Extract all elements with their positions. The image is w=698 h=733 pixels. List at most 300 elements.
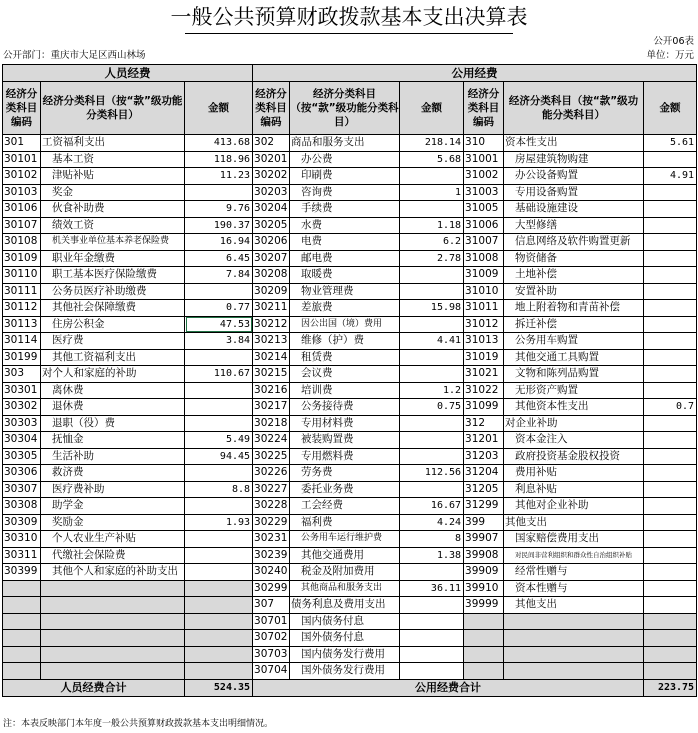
cell-code[interactable]: 30111 [3, 283, 41, 300]
cell-name[interactable]: 债务利息及费用支出 [290, 597, 400, 614]
cell-amount[interactable]: 15.98 [400, 300, 464, 317]
cell-name[interactable]: 水费 [290, 217, 400, 234]
cell-name[interactable]: 助学金 [41, 498, 185, 515]
cell-code[interactable]: 30110 [3, 267, 41, 284]
cell-name[interactable]: 资本性支出 [504, 135, 644, 152]
cell-name[interactable]: 其他商品和服务支出 [290, 580, 400, 597]
cell-code[interactable]: 30204 [253, 201, 290, 218]
cell-amount[interactable] [644, 184, 697, 201]
cell-name[interactable]: 税金及附加费用 [290, 564, 400, 581]
cell-code[interactable]: 30299 [253, 580, 290, 597]
cell-code[interactable]: 30212 [253, 316, 290, 333]
cell-name[interactable]: 其他对企业补助 [504, 498, 644, 515]
cell-code[interactable]: 30399 [3, 564, 41, 581]
cell-amount[interactable] [185, 382, 253, 399]
cell-amount[interactable] [400, 316, 464, 333]
cell-name[interactable]: 退职（役）费 [41, 415, 185, 432]
cell-amount[interactable] [400, 432, 464, 449]
cell-code[interactable]: 39910 [464, 580, 504, 597]
cell-name[interactable]: 被装购置费 [290, 432, 400, 449]
empty-cell[interactable] [41, 597, 185, 614]
cell-amount[interactable] [185, 547, 253, 564]
cell-name[interactable]: 其他交通费用 [290, 547, 400, 564]
cell-name[interactable]: 医疗费 [41, 333, 185, 350]
cell-amount[interactable] [644, 531, 697, 548]
cell-name[interactable]: 劳务费 [290, 465, 400, 482]
cell-amount[interactable]: 3.84 [185, 333, 253, 350]
cell-code[interactable]: 31021 [464, 366, 504, 383]
cell-name[interactable]: 国外债务付息 [290, 630, 400, 647]
public-total-amount[interactable]: 223.75 [644, 679, 697, 696]
cell-amount[interactable]: 1.93 [185, 514, 253, 531]
cell-code[interactable]: 31007 [464, 234, 504, 251]
cell-code[interactable]: 30224 [253, 432, 290, 449]
cell-name[interactable]: 其他工资福利支出 [41, 349, 185, 366]
cell-amount[interactable]: 1.38 [400, 547, 464, 564]
cell-name[interactable]: 个人农业生产补贴 [41, 531, 185, 548]
empty-cell[interactable] [644, 646, 697, 663]
cell-name[interactable]: 邮电费 [290, 250, 400, 267]
cell-code[interactable]: 310 [464, 135, 504, 152]
empty-cell[interactable] [464, 663, 504, 680]
empty-cell[interactable] [504, 613, 644, 630]
cell-name[interactable]: 物业管理费 [290, 283, 400, 300]
cell-name[interactable]: 其他资本性支出 [504, 399, 644, 416]
cell-name[interactable]: 公务员医疗补助缴费 [41, 283, 185, 300]
cell-amount[interactable] [400, 597, 464, 614]
cell-amount[interactable]: 2.78 [400, 250, 464, 267]
cell-code[interactable]: 39909 [464, 564, 504, 581]
cell-name[interactable]: 费用补贴 [504, 465, 644, 482]
cell-name[interactable]: 国内债务发行费用 [290, 646, 400, 663]
cell-code[interactable]: 30199 [3, 349, 41, 366]
cell-amount[interactable] [644, 366, 697, 383]
cell-name[interactable]: 会议费 [290, 366, 400, 383]
cell-code[interactable]: 30229 [253, 514, 290, 531]
cell-code[interactable]: 30307 [3, 481, 41, 498]
cell-amount[interactable] [400, 349, 464, 366]
cell-amount[interactable] [644, 217, 697, 234]
cell-code[interactable]: 30108 [3, 234, 41, 251]
cell-amount[interactable]: 413.68 [185, 135, 253, 152]
cell-name[interactable]: 奖励金 [41, 514, 185, 531]
cell-name[interactable]: 办公设备购置 [504, 168, 644, 185]
cell-amount[interactable] [400, 630, 464, 647]
cell-code[interactable]: 31203 [464, 448, 504, 465]
empty-cell[interactable] [41, 630, 185, 647]
cell-name[interactable]: 委托业务费 [290, 481, 400, 498]
empty-cell[interactable] [3, 580, 41, 597]
cell-code[interactable]: 30102 [3, 168, 41, 185]
table-row [3, 547, 697, 564]
cell-code[interactable]: 30211 [253, 300, 290, 317]
empty-cell[interactable] [644, 630, 697, 647]
cell-code[interactable]: 30306 [3, 465, 41, 482]
cell-amount[interactable] [400, 283, 464, 300]
cell-name[interactable]: 福利费 [290, 514, 400, 531]
cell-name[interactable]: 专用材料费 [290, 415, 400, 432]
cell-code[interactable]: 30228 [253, 498, 290, 515]
cell-code[interactable]: 30304 [3, 432, 41, 449]
cell-amount[interactable] [185, 564, 253, 581]
cell-code[interactable]: 31011 [464, 300, 504, 317]
cell-amount[interactable]: 118.96 [185, 151, 253, 168]
cell-name[interactable]: 其他社会保障缴费 [41, 300, 185, 317]
cell-name[interactable]: 生活补助 [41, 448, 185, 465]
cell-code[interactable]: 30231 [253, 531, 290, 548]
cell-name[interactable]: 印刷费 [290, 168, 400, 185]
cell-name[interactable]: 政府投资基金股权投资 [504, 448, 644, 465]
cell-name[interactable]: 公务用车运行维护费 [290, 531, 400, 548]
cell-code[interactable]: 31009 [464, 267, 504, 284]
cell-amount[interactable] [644, 267, 697, 284]
cell-name[interactable]: 拆迁补偿 [504, 316, 644, 333]
cell-amount[interactable] [185, 283, 253, 300]
personnel-total-amount[interactable]: 524.35 [185, 679, 253, 696]
cell-code[interactable]: 31019 [464, 349, 504, 366]
cell-code[interactable]: 31005 [464, 201, 504, 218]
empty-cell[interactable] [185, 630, 253, 647]
cell-code[interactable]: 307 [253, 597, 290, 614]
cell-amount[interactable] [644, 349, 697, 366]
cell-amount[interactable]: 36.11 [400, 580, 464, 597]
empty-cell[interactable] [3, 630, 41, 647]
cell-code[interactable]: 31013 [464, 333, 504, 350]
cell-code[interactable]: 30214 [253, 349, 290, 366]
cell-code[interactable]: 39999 [464, 597, 504, 614]
cell-name[interactable]: 维修（护）费 [290, 333, 400, 350]
cell-amount[interactable]: 94.45 [185, 448, 253, 465]
cell-name[interactable]: 工资福利支出 [41, 135, 185, 152]
cell-name[interactable]: 电费 [290, 234, 400, 251]
cell-name[interactable]: 经常性赠与 [504, 564, 644, 581]
cell-code[interactable]: 30101 [3, 151, 41, 168]
cell-amount[interactable]: 110.67 [185, 366, 253, 383]
cell-amount[interactable] [644, 415, 697, 432]
cell-name[interactable]: 房屋建筑物购建 [504, 151, 644, 168]
cell-name[interactable]: 差旅费 [290, 300, 400, 317]
cell-name[interactable]: 对民间非营利组织和群众性自治组织补贴 [504, 547, 644, 564]
cell-amount[interactable]: 1 [400, 184, 464, 201]
cell-amount[interactable]: 11.23 [185, 168, 253, 185]
cell-code[interactable]: 30213 [253, 333, 290, 350]
cell-amount[interactable] [644, 250, 697, 267]
cell-amount[interactable] [400, 448, 464, 465]
cell-code[interactable]: 30308 [3, 498, 41, 515]
cell-code[interactable]: 30226 [253, 465, 290, 482]
cell-name[interactable]: 公务接待费 [290, 399, 400, 416]
cell-amount[interactable] [644, 514, 697, 531]
cell-amount[interactable] [400, 201, 464, 218]
cell-name[interactable]: 其他个人和家庭的补助支出 [41, 564, 185, 581]
empty-cell[interactable] [185, 646, 253, 663]
cell-name[interactable]: 因公出国（境）费用 [290, 316, 400, 333]
cell-name[interactable]: 抚恤金 [41, 432, 185, 449]
cell-amount[interactable] [644, 465, 697, 482]
cell-name[interactable]: 专用设备购置 [504, 184, 644, 201]
cell-amount[interactable] [400, 564, 464, 581]
empty-cell[interactable] [185, 613, 253, 630]
empty-cell[interactable] [3, 597, 41, 614]
empty-cell[interactable] [464, 646, 504, 663]
empty-cell[interactable] [3, 646, 41, 663]
cell-code[interactable]: 39907 [464, 531, 504, 548]
cell-code[interactable]: 30227 [253, 481, 290, 498]
cell-name[interactable]: 绩效工资 [41, 217, 185, 234]
cell-code[interactable]: 31002 [464, 168, 504, 185]
cell-code[interactable]: 30703 [253, 646, 290, 663]
cell-code[interactable]: 30209 [253, 283, 290, 300]
cell-name[interactable]: 住房公积金 [41, 316, 185, 333]
cell-amount[interactable]: 9.76 [185, 201, 253, 218]
cell-amount[interactable]: 1.18 [400, 217, 464, 234]
cell-name[interactable]: 物资储备 [504, 250, 644, 267]
cell-amount[interactable]: 4.24 [400, 514, 464, 531]
cell-amount[interactable]: 6.45 [185, 250, 253, 267]
cell-name[interactable]: 文物和陈列品购置 [504, 366, 644, 383]
cell-code[interactable]: 31010 [464, 283, 504, 300]
cell-amount[interactable] [185, 349, 253, 366]
cell-code[interactable]: 31201 [464, 432, 504, 449]
cell-code[interactable]: 30310 [3, 531, 41, 548]
cell-amount[interactable]: 8 [400, 531, 464, 548]
cell-amount[interactable]: 0.7 [644, 399, 697, 416]
cell-name[interactable]: 办公费 [290, 151, 400, 168]
cell-name[interactable]: 培训费 [290, 382, 400, 399]
cell-name[interactable]: 安置补助 [504, 283, 644, 300]
cell-code[interactable]: 30114 [3, 333, 41, 350]
cell-name[interactable]: 离休费 [41, 382, 185, 399]
cell-code[interactable]: 31001 [464, 151, 504, 168]
cell-amount[interactable]: 4.91 [644, 168, 697, 185]
cell-amount[interactable]: 16.94 [185, 234, 253, 251]
cell-code[interactable]: 30218 [253, 415, 290, 432]
cell-amount[interactable] [185, 184, 253, 201]
cell-amount[interactable]: 4.41 [400, 333, 464, 350]
cell-code[interactable]: 30109 [3, 250, 41, 267]
cell-code[interactable]: 302 [253, 135, 290, 152]
cell-name[interactable]: 无形资产购置 [504, 382, 644, 399]
cell-amount[interactable] [185, 531, 253, 548]
cell-code[interactable]: 30215 [253, 366, 290, 383]
empty-cell[interactable] [644, 613, 697, 630]
cell-amount[interactable]: 7.84 [185, 267, 253, 284]
cell-amount[interactable]: 0.75 [400, 399, 464, 416]
cell-amount[interactable] [644, 481, 697, 498]
cell-amount[interactable] [644, 234, 697, 251]
selected-cell[interactable]: 47.53 [185, 316, 253, 333]
cell-amount[interactable]: 5.49 [185, 432, 253, 449]
cell-amount[interactable] [644, 498, 697, 515]
cell-name[interactable]: 基础设施建设 [504, 201, 644, 218]
cell-amount[interactable] [185, 465, 253, 482]
cell-name[interactable]: 对企业补助 [504, 415, 644, 432]
cell-amount[interactable] [644, 448, 697, 465]
cell-name[interactable]: 奖金 [41, 184, 185, 201]
empty-cell[interactable] [504, 630, 644, 647]
cell-amount[interactable] [644, 283, 697, 300]
cell-amount[interactable] [400, 613, 464, 630]
empty-cell[interactable] [41, 663, 185, 680]
cell-code[interactable]: 30207 [253, 250, 290, 267]
cell-code[interactable]: 30216 [253, 382, 290, 399]
cell-amount[interactable] [400, 415, 464, 432]
cell-name[interactable]: 信息网络及软件购置更新 [504, 234, 644, 251]
cell-code[interactable]: 303 [3, 366, 41, 383]
cell-name[interactable]: 救济费 [41, 465, 185, 482]
empty-cell[interactable] [504, 646, 644, 663]
empty-cell[interactable] [504, 663, 644, 680]
cell-code[interactable]: 30107 [3, 217, 41, 234]
cell-name[interactable]: 对个人和家庭的补助 [41, 366, 185, 383]
cell-amount[interactable] [400, 481, 464, 498]
cell-name[interactable]: 租赁费 [290, 349, 400, 366]
cell-amount[interactable] [644, 432, 697, 449]
cell-code[interactable]: 30113 [3, 316, 41, 333]
empty-cell[interactable] [464, 630, 504, 647]
empty-cell[interactable] [3, 613, 41, 630]
cell-amount[interactable] [644, 382, 697, 399]
empty-cell[interactable] [41, 613, 185, 630]
cell-code[interactable]: 399 [464, 514, 504, 531]
cell-name[interactable]: 退休费 [41, 399, 185, 416]
cell-code[interactable]: 31299 [464, 498, 504, 515]
cell-name[interactable]: 基本工资 [41, 151, 185, 168]
cell-code[interactable]: 30203 [253, 184, 290, 201]
empty-cell[interactable] [185, 663, 253, 680]
cell-name[interactable]: 医疗费补助 [41, 481, 185, 498]
cell-name[interactable]: 津贴补贴 [41, 168, 185, 185]
cell-name[interactable]: 资本金注入 [504, 432, 644, 449]
cell-code[interactable]: 30303 [3, 415, 41, 432]
cell-code[interactable]: 30112 [3, 300, 41, 317]
cell-name[interactable]: 资本性赠与 [504, 580, 644, 597]
cell-name[interactable]: 代缴社会保险费 [41, 547, 185, 564]
cell-name[interactable]: 土地补偿 [504, 267, 644, 284]
cell-code[interactable]: 30240 [253, 564, 290, 581]
cell-name[interactable]: 其他支出 [504, 514, 644, 531]
empty-cell[interactable] [41, 580, 185, 597]
cell-code[interactable]: 30201 [253, 151, 290, 168]
cell-amount[interactable]: 8.8 [185, 481, 253, 498]
cell-code[interactable]: 30302 [3, 399, 41, 416]
cell-amount[interactable]: 5.61 [644, 135, 697, 152]
empty-cell[interactable] [644, 663, 697, 680]
cell-amount[interactable]: 5.68 [400, 151, 464, 168]
cell-amount[interactable]: 218.14 [400, 135, 464, 152]
cell-name[interactable]: 商品和服务支出 [290, 135, 400, 152]
cell-code[interactable]: 30103 [3, 184, 41, 201]
cell-code[interactable]: 30301 [3, 382, 41, 399]
cell-code[interactable]: 39908 [464, 547, 504, 564]
cell-amount[interactable] [644, 580, 697, 597]
cell-name[interactable]: 伙食补助费 [41, 201, 185, 218]
cell-amount[interactable] [644, 151, 697, 168]
cell-amount[interactable] [644, 597, 697, 614]
cell-code[interactable]: 30311 [3, 547, 41, 564]
cell-name[interactable]: 地上附着物和青苗补偿 [504, 300, 644, 317]
cell-code[interactable]: 312 [464, 415, 504, 432]
cell-code[interactable]: 31204 [464, 465, 504, 482]
cell-amount[interactable] [644, 564, 697, 581]
cell-amount[interactable] [644, 316, 697, 333]
cell-code[interactable]: 31008 [464, 250, 504, 267]
cell-name[interactable]: 职工基本医疗保险缴费 [41, 267, 185, 284]
cell-code[interactable]: 30305 [3, 448, 41, 465]
cell-name[interactable]: 其他交通工具购置 [504, 349, 644, 366]
cell-name[interactable]: 手续费 [290, 201, 400, 218]
cell-code[interactable]: 30206 [253, 234, 290, 251]
cell-amount[interactable] [400, 646, 464, 663]
cell-name[interactable]: 工会经费 [290, 498, 400, 515]
cell-name[interactable]: 取暖费 [290, 267, 400, 284]
cell-code[interactable]: 30205 [253, 217, 290, 234]
cell-name[interactable]: 公务用车购置 [504, 333, 644, 350]
cell-name[interactable]: 国内债务付息 [290, 613, 400, 630]
cell-amount[interactable] [185, 498, 253, 515]
cell-amount[interactable]: 1.2 [400, 382, 464, 399]
cell-amount[interactable] [185, 415, 253, 432]
cell-code[interactable]: 301 [3, 135, 41, 152]
cell-code[interactable]: 31003 [464, 184, 504, 201]
cell-amount[interactable]: 16.67 [400, 498, 464, 515]
empty-cell[interactable] [41, 646, 185, 663]
cell-amount[interactable] [644, 300, 697, 317]
cell-name[interactable]: 大型修缮 [504, 217, 644, 234]
empty-cell[interactable] [185, 597, 253, 614]
cell-code[interactable]: 30701 [253, 613, 290, 630]
cell-name[interactable]: 利息补贴 [504, 481, 644, 498]
cell-code[interactable]: 30208 [253, 267, 290, 284]
cell-code[interactable]: 30704 [253, 663, 290, 680]
cell-code[interactable]: 31012 [464, 316, 504, 333]
empty-cell[interactable] [464, 613, 504, 630]
cell-amount[interactable] [400, 168, 464, 185]
cell-amount[interactable] [185, 399, 253, 416]
cell-name[interactable]: 国外债务发行费用 [290, 663, 400, 680]
cell-amount[interactable] [644, 547, 697, 564]
cell-code[interactable]: 30309 [3, 514, 41, 531]
cell-name[interactable]: 职业年金缴费 [41, 250, 185, 267]
cell-name[interactable]: 专用燃料费 [290, 448, 400, 465]
cell-amount[interactable] [400, 267, 464, 284]
cell-code[interactable]: 31022 [464, 382, 504, 399]
cell-amount[interactable] [644, 201, 697, 218]
empty-cell[interactable] [3, 663, 41, 680]
cell-code[interactable]: 31006 [464, 217, 504, 234]
cell-amount[interactable]: 0.77 [185, 300, 253, 317]
cell-name[interactable]: 机关事业单位基本养老保险费 [41, 234, 185, 251]
cell-name[interactable]: 国家赔偿费用支出 [504, 531, 644, 548]
cell-amount[interactable]: 112.56 [400, 465, 464, 482]
cell-name[interactable]: 其他支出 [504, 597, 644, 614]
cell-name[interactable]: 咨询费 [290, 184, 400, 201]
cell-code[interactable]: 30239 [253, 547, 290, 564]
cell-code[interactable]: 30106 [3, 201, 41, 218]
cell-code[interactable]: 30217 [253, 399, 290, 416]
cell-amount[interactable] [400, 366, 464, 383]
cell-amount[interactable] [644, 333, 697, 350]
cell-code[interactable]: 30202 [253, 168, 290, 185]
cell-code[interactable]: 30225 [253, 448, 290, 465]
cell-amount[interactable] [400, 663, 464, 680]
cell-code[interactable]: 31099 [464, 399, 504, 416]
empty-cell[interactable] [185, 580, 253, 597]
cell-amount[interactable]: 190.37 [185, 217, 253, 234]
cell-code[interactable]: 30702 [253, 630, 290, 647]
cell-code[interactable]: 31205 [464, 481, 504, 498]
cell-amount[interactable]: 6.2 [400, 234, 464, 251]
